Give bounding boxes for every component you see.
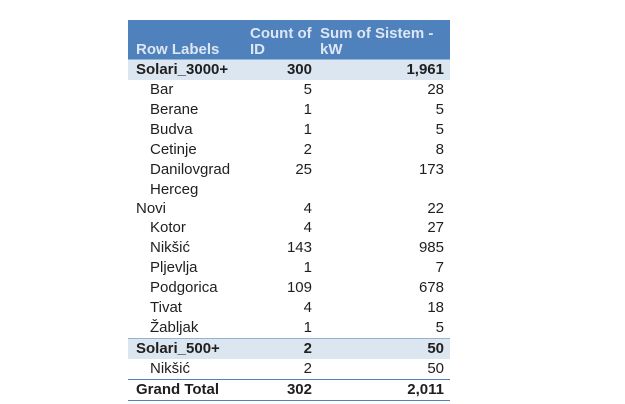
row-sum: 5: [435, 121, 444, 138]
row-sum: 22: [427, 200, 444, 217]
row-label: Danilovgrad: [150, 161, 231, 178]
row-count: 2: [303, 141, 312, 158]
table-row[interactable]: [128, 359, 450, 380]
row-count: 4: [303, 299, 312, 316]
pivot-header-row: [128, 20, 450, 60]
table-row[interactable]: [128, 218, 450, 238]
row-count: 25: [295, 161, 312, 178]
header-sum-of-sistem-kw[interactable]: Sum of Sistem - kW: [318, 20, 450, 60]
row-label-line1: Herceg: [150, 181, 199, 198]
group-count: 2: [248, 339, 318, 360]
row-label: Kotor: [150, 219, 186, 236]
row-label: Tivat: [150, 299, 182, 316]
row-count: 143: [286, 239, 312, 256]
grand-total-row[interactable]: [128, 380, 450, 401]
table-row[interactable]: [128, 80, 450, 100]
grand-total-label: Grand Total: [128, 380, 248, 401]
table-row[interactable]: [128, 238, 450, 258]
grand-total-sum: 2,011: [318, 380, 450, 401]
row-sum: 5: [435, 101, 444, 118]
row-label: Pljevlja: [150, 259, 198, 276]
row-label-line2: Novi: [136, 200, 167, 217]
row-label: Cetinje: [150, 141, 197, 158]
header-row-labels[interactable]: Row Labels: [128, 20, 248, 60]
row-label: Nikšić: [150, 360, 190, 377]
group-sum: 50: [318, 339, 450, 360]
row-count: 4: [303, 219, 312, 236]
table-row[interactable]: [128, 298, 450, 318]
row-sum: 27: [427, 219, 444, 236]
table-row[interactable]: [128, 100, 450, 120]
row-label: Nikšić: [150, 239, 190, 256]
group-row-solari-3000[interactable]: [128, 60, 450, 81]
row-count: 4: [303, 200, 312, 217]
row-count: 109: [286, 279, 312, 296]
table-row[interactable]: [128, 258, 450, 278]
row-sum: 678: [418, 279, 444, 296]
table-row[interactable]: [128, 120, 450, 140]
row-sum: 7: [435, 259, 444, 276]
row-count: 1: [303, 319, 312, 336]
row-sum: 50: [427, 360, 444, 377]
header-count-of-id[interactable]: Count of ID: [248, 20, 318, 60]
row-label: Bar: [150, 81, 174, 98]
group-label: Solari_500+: [128, 339, 248, 360]
row-count: 2: [303, 360, 312, 377]
row-count: 5: [303, 81, 312, 98]
row-count: 1: [303, 101, 312, 118]
row-sum: 985: [418, 239, 444, 256]
row-count: 1: [303, 121, 312, 138]
group-count: 300: [248, 60, 318, 81]
table-row[interactable]: [128, 318, 450, 339]
table-row[interactable]: [128, 278, 450, 298]
row-label: Budva: [150, 121, 193, 138]
row-label: [128, 180, 248, 218]
row-sum: 28: [427, 81, 444, 98]
row-label: Žabljak: [150, 319, 199, 336]
row-label: Podgorica: [150, 279, 218, 296]
row-sum: 8: [435, 141, 444, 158]
table-row[interactable]: [128, 140, 450, 160]
table-row[interactable]: [128, 160, 450, 180]
row-sum: 5: [435, 319, 444, 336]
row-sum: 18: [427, 299, 444, 316]
row-sum: 173: [418, 161, 444, 178]
pivot-table: [128, 20, 450, 401]
group-label: Solari_3000+: [128, 60, 248, 81]
table-row[interactable]: [128, 180, 450, 218]
group-sum: 1,961: [318, 60, 450, 81]
grand-total-count: 302: [248, 380, 318, 401]
group-row-solari-500[interactable]: [128, 339, 450, 360]
row-label: Berane: [150, 101, 199, 118]
row-count: 1: [303, 259, 312, 276]
